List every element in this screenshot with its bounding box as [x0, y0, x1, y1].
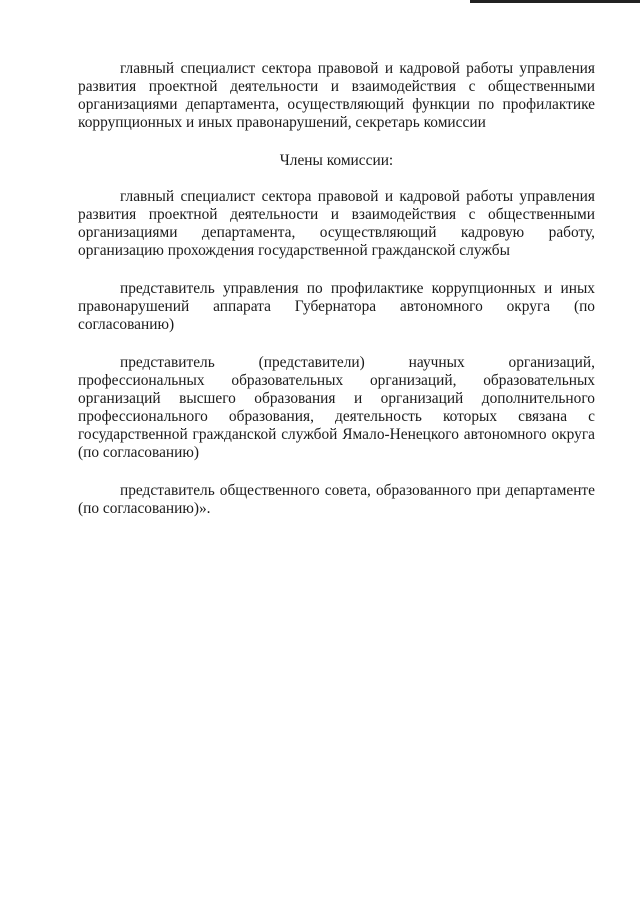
secretary-paragraph: главный специалист сектора правовой и кадровой работы управления развития проектной деятельности и взаимодействия с общественными организациями департамента, осуществляющий функции по профилактике коррупционных и иных правонарушений, секретарь комиссии [78, 60, 595, 131]
member-paragraph-2: представитель управления по профилактике коррупционных и иных правонарушений аппарата Губернатора автономного округа (по согласованию) [78, 280, 595, 333]
member-paragraph-1: главный специалист сектора правовой и кадровой работы управления развития проектной деятельности и взаимодействия с общественными организациями департамента, осуществляющий кадровую работу, организацию прохождения государственной гражданской службы [78, 188, 595, 259]
member-paragraph-3: представитель (представители) научных организаций, профессиональных образовательных организаций, образовательных организаций высшего образования и организаций дополнительного профессионального образования, деятельность которых связана с государственной гражданской службой Ямало-Ненецкого автономного округа (по согласованию) [78, 354, 595, 461]
members-heading: Члены комиссии: [279, 152, 394, 169]
member-paragraph-4: представитель общественного совета, образованного при департаменте (по согласованию)». [78, 482, 595, 517]
top-edge-rule [470, 0, 640, 3]
document-page [78, 60, 595, 518]
